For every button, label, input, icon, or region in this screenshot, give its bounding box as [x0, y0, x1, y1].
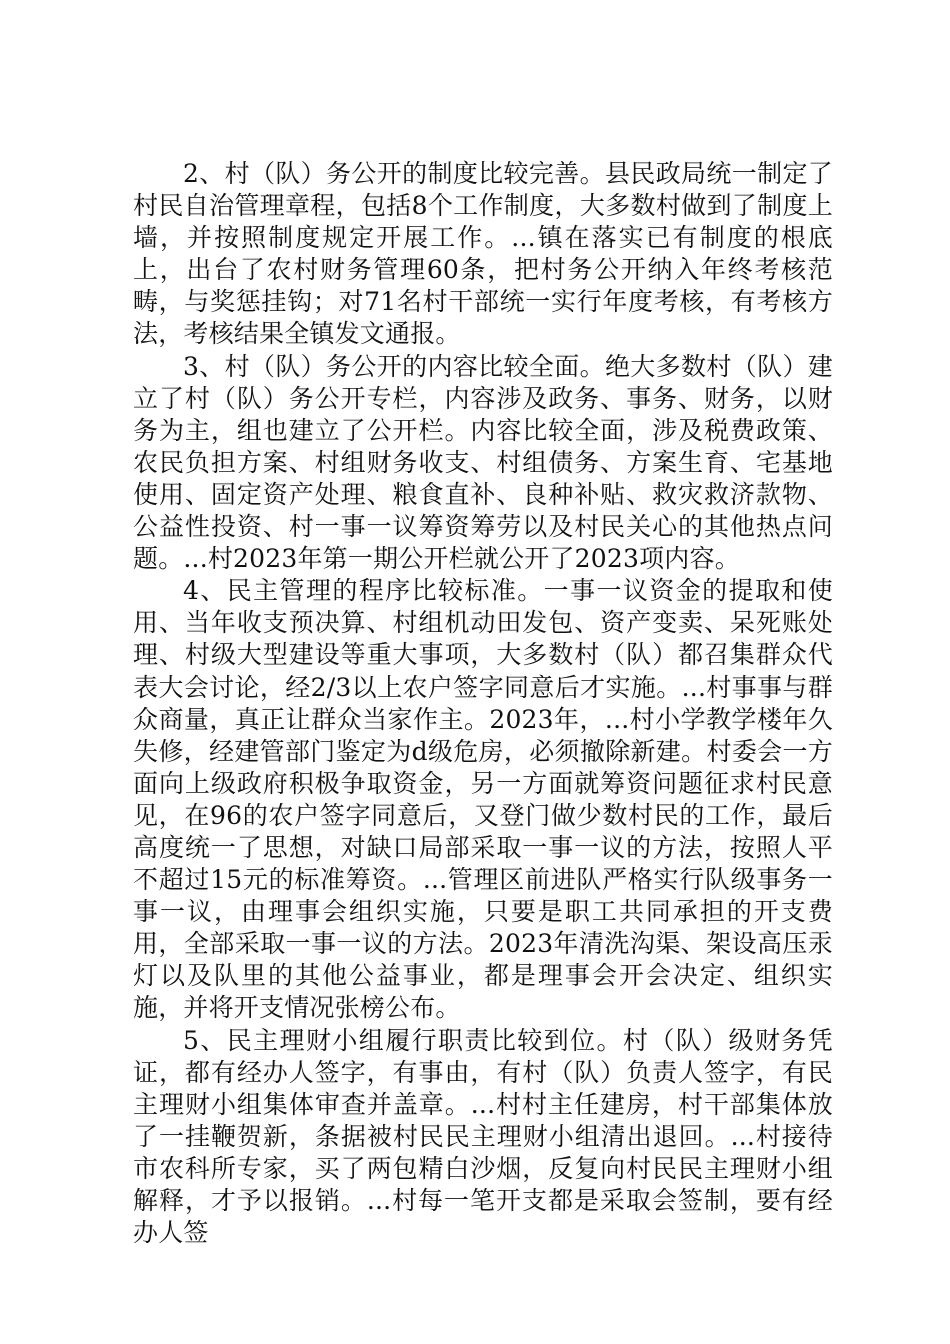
paragraph-2-system-completeness: 2、村（队）务公开的制度比较完善。县民政局统一制定了村民自治管理章程，包括8个工作制度，大多数村做到了制度上墙，并按照制度规定开展工作。...镇在落实已有制度的根底上，出台了农村财务管理60条，把村务公开纳入年终考核范畴，与奖惩挂钩；对71名村干部统一实行年度考核，有考核方法，考核结果全镇发文通报。: [133, 159, 833, 349]
paragraph-3-content-completeness: 3、村（队）务公开的内容比较全面。绝大多数村（队）建立了村（队）务公开专栏，内容涉及政务、事务、财务，以财务为主，组也建立了公开栏。内容比较全面，涉及税费政策、农民负担方案、村组财务收支、村组债务、方案生育、宅基地使用、固定资产处理、粮食直补、良种补贴、救灾救济款物、公益性投资、村一事一议筹资筹劳以及村民关心的其他热点问题。...村2023年第一期公开栏就公开了2023项内容。: [133, 351, 833, 574]
paragraph-5-financial-oversight: 5、民主理财小组履行职责比较到位。村（队）级财务凭证，都有经办人签字，有事由，有村（队）负责人签字，有民主理财小组集体审查并盖章。...村村主任建房，村干部集体放了一挂鞭贺新，条据被村民民主理财小组清出退回。...村接待市农科所专家，买了两包精白沙烟，反复向村民民主理财小组解释，才予以报销。...村每一笔开支都是采取会签制，要有经办人签: [133, 1025, 833, 1248]
document-body: [133, 158, 833, 1249]
paragraph-4-democratic-procedure: 4、民主管理的程序比较标准。一事一议资金的提取和使用、当年收支预决算、村组机动田发包、资产变卖、呆死账处理、村级大型建设等重大事项，大多数村（队）都召集群众代表大会讨论，经2/3以上农户签字同意后才实施。...村事事与群众商量，真正让群众当家作主。2023年，...村小学教学楼年久失修，经建管部门鉴定为d级危房，必须撤除新建。村委会一方面向上级政府积极争取资金，另一方面就筹资问题征求村民意见，在96的农户签字同意后，又登门做少数村民的工作，最后高度统一了思想，对缺口局部采取一事一议的方法，按照人平不超过15元的标准筹资。...管理区前进队严格实行队级事务一事一议，由理事会组织实施，只要是职工共同承担的开支费用，全部采取一事一议的方法。2023年清洗沟渠、架设高压汞灯以及队里的其他公益事业，都是理事会开会决定、组织实施，并将开支情况张榜公布。: [133, 576, 833, 1023]
